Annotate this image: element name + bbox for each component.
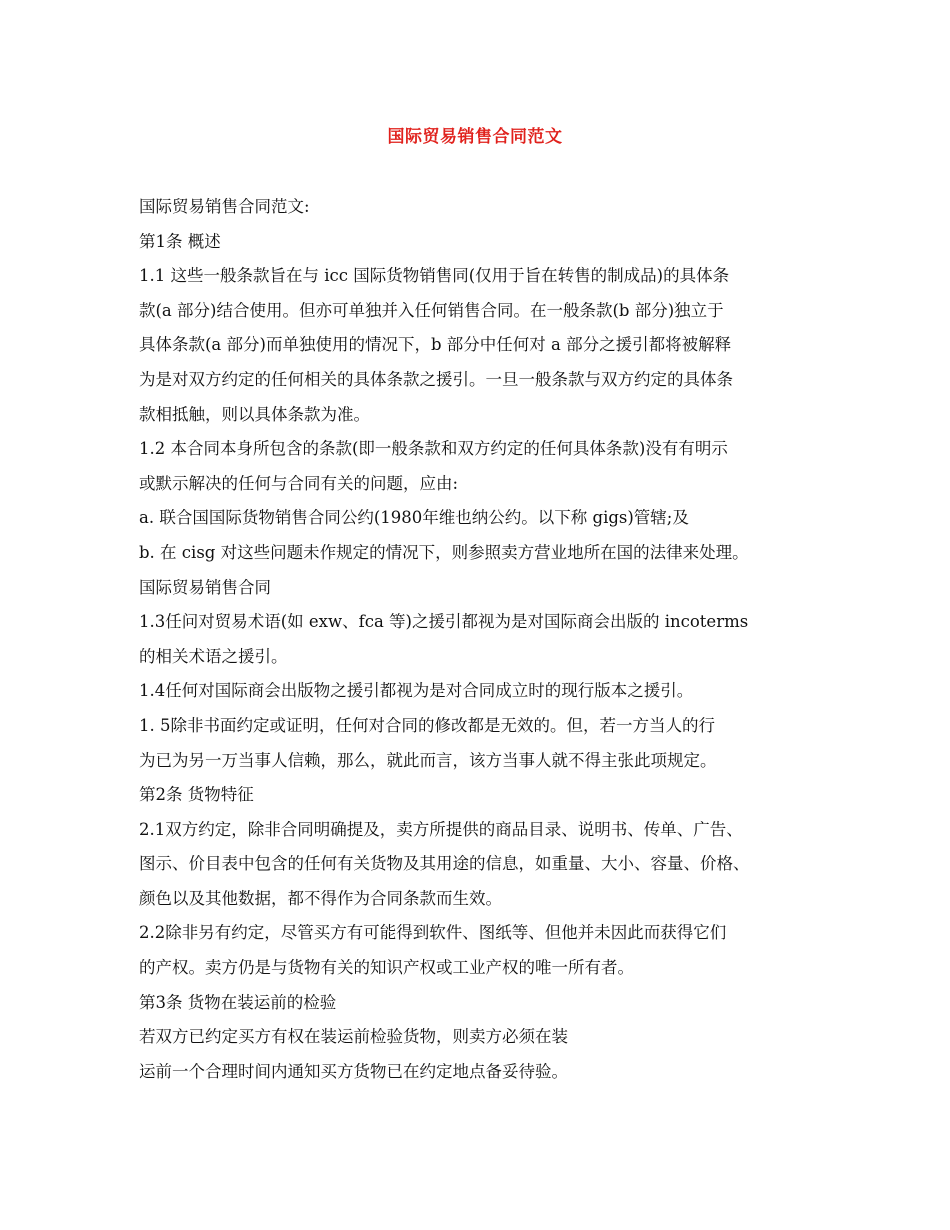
text-line: 国际贸易销售合同	[139, 577, 271, 597]
text-line: a. 联合国国际货物销售合同公约(1980年维也纳公约。以下称 gigs)管辖;及	[139, 508, 689, 528]
text-line: 为已为另一万当事人信赖，那么，就此而言，该方当事人就不得主张此项规定。	[139, 750, 717, 770]
text-line: 图示、价目表中包含的任何有关货物及其用途的信息，如重量、大小、容量、价格、	[139, 854, 750, 874]
document-body	[139, 190, 819, 1089]
text-line: 为是对双方约定的任何相关的具体条款之援引。一旦一般条款与双方约定的具体条	[139, 369, 733, 389]
text-line: 款(a 部分)结合使用。但亦可单独并入任何销售合同。在一般条款(b 部分)独立于	[139, 300, 724, 320]
text-line: 国际贸易销售合同范文:	[139, 197, 310, 216]
text-line: 1. 5除非书面约定或证明，任何对合同的修改都是无效的。但，若一方当人的行	[139, 715, 715, 735]
text-line: 第1条 概述	[139, 231, 221, 251]
text-line: b. 在 cisg 对这些问题未作规定的情况下，则参照卖方营业地所在国的法律来处理。	[139, 542, 749, 562]
text-line: 1.1 这些一般条款旨在与 icc 国际货物销售同(仅用于旨在转售的制成品)的具体条	[139, 266, 730, 286]
text-line: 1.3任问对贸易术语(如 exw、fca 等)之援引都视为是对国际商会出版的 incoterms	[139, 612, 749, 632]
text-line: 第3条 货物在装运前的检验	[139, 992, 337, 1012]
document-title: 国际贸易销售合同范文	[387, 127, 563, 147]
text-line: 第2条 货物特征	[139, 785, 254, 805]
text-line: 的产权。卖方仍是与货物有关的知识产权或工业产权的唯一所有者。	[139, 958, 634, 978]
text-line: 2.1双方约定，除非合同明确提及，卖方所提供的商品目录、说明书、传单、广告、	[139, 819, 743, 839]
text-line: 运前一个合理时间内通知买方货物已在约定地点备妥待验。	[139, 1061, 568, 1081]
text-line: 的相关术语之援引。	[139, 646, 288, 666]
text-line: 或默示解决的任何与合同有关的问题，应由:	[139, 473, 459, 493]
text-line: 1.2 本合同本身所包含的条款(即一般条款和双方约定的任何具体条款)没有有明示	[139, 439, 728, 459]
text-line: 具体条款(a 部分)而单独使用的情况下，b 部分中任何对 a 部分之援引都将被解释	[139, 335, 732, 355]
text-line: 1.4任何对国际商会出版物之援引都视为是对合同成立时的现行版本之援引。	[139, 681, 694, 701]
text-line: 款相抵触，则以具体条款为准。	[139, 404, 370, 424]
text-line: 若双方已约定买方有权在装运前检验货物，则卖方必须在装	[139, 1027, 568, 1047]
text-line: 2.2除非另有约定，尽管买方有可能得到软件、图纸等、但他并未因此而获得它们	[139, 923, 727, 943]
text-line: 颜色以及其他数据，都不得作为合同条款而生效。	[139, 888, 502, 908]
